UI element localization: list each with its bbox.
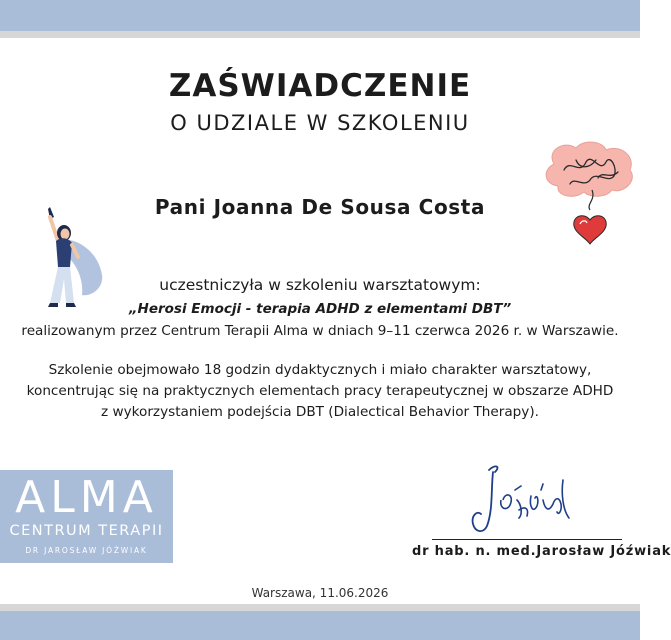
alma-logo xyxy=(0,470,173,563)
description-line: koncentrując się na praktycznych elementach pracy terapeutycznej w obszarze ADHD xyxy=(26,383,614,399)
superhero-girl-icon xyxy=(28,205,108,315)
top-band-stripe xyxy=(0,31,640,38)
bottom-band xyxy=(0,611,640,640)
training-name: „Herosi Emocji - terapia ADHD z elementami DBT” xyxy=(128,301,512,317)
certificate-title: ZAŚWIADCZENIE xyxy=(168,68,472,104)
logo-sub-text: CENTRUM TERAPII xyxy=(9,523,164,539)
signature-line xyxy=(432,539,622,540)
signatory-name: dr hab. n. med.Jarosław Jóźwiak xyxy=(412,544,671,559)
participation-text: uczestniczyła w szkoleniu warsztatowym: xyxy=(159,276,481,294)
description-paragraph xyxy=(0,360,640,423)
description-line: z wykorzystaniem podejścia DBT (Dialectical Behavior Therapy). xyxy=(101,404,539,420)
certificate-subtitle: O UDZIALE W SZKOLENIU xyxy=(170,111,470,135)
recipient-name: Pani Joanna De Sousa Costa xyxy=(154,195,486,219)
logo-main-text: ALMA xyxy=(15,472,158,523)
place-date: Warszawa, 11.06.2026 xyxy=(251,586,389,600)
bottom-band-stripe xyxy=(0,604,640,611)
logo-small-text: DR JAROSŁAW JÓŹWIAK xyxy=(25,546,148,555)
organizer-text: realizowanym przez Centrum Terapii Alma w dniach 9–11 czerwca 2026 r. w Warszawie. xyxy=(21,323,619,339)
description-line: Szkolenie obejmowało 18 godzin dydaktycznych i miało charakter warsztatowy, xyxy=(48,362,592,378)
top-band xyxy=(0,0,640,31)
handwritten-signature xyxy=(465,460,575,538)
